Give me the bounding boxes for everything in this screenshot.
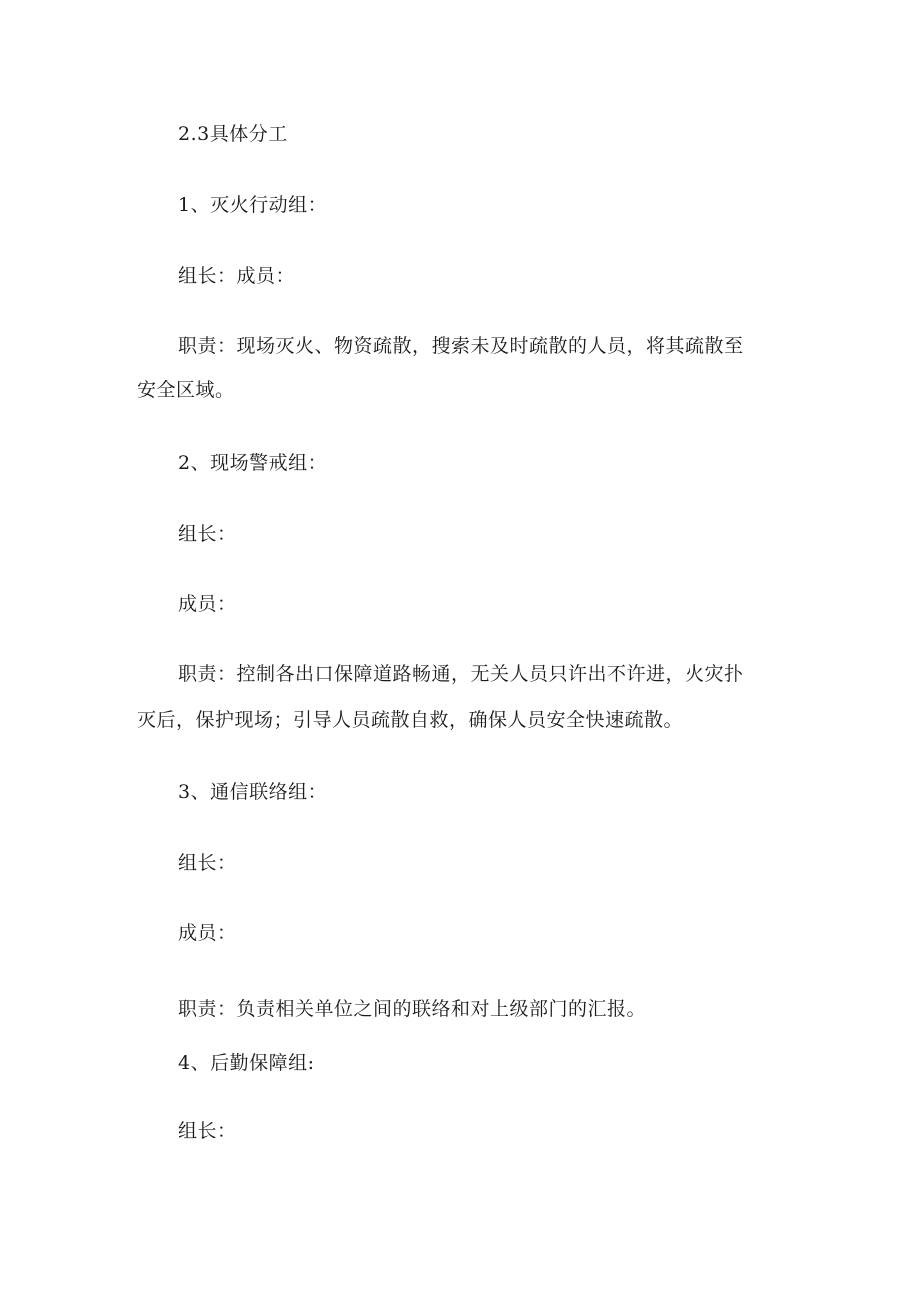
group-2-leader: 组长： (178, 523, 237, 545)
group-3-leader: 组长： (178, 852, 237, 874)
group-1-duty-line-2: 安全区域。 (137, 379, 235, 401)
group-4-leader: 组长： (178, 1120, 237, 1142)
group-2-duty-line-1: 职责：控制各出口保障道路畅通，无关人员只许出不许进，火灾扑 (178, 663, 744, 685)
group-4-title: 4、后勤保障组: (178, 1052, 315, 1074)
group-1-leader-member: 组长：成员： (178, 265, 296, 287)
group-2-duty-line-2: 灭后，保护现场；引导人员疏散自救，确保人员安全快速疏散。 (137, 709, 684, 731)
group-2-member: 成员： (178, 593, 237, 615)
group-3-title: 3、通信联络组： (178, 781, 328, 803)
group-3-duty-line-1: 职责：负责相关单位之间的联络和对上级部门的汇报。 (178, 998, 647, 1020)
group-3-member: 成员： (178, 922, 237, 944)
group-1-title: 1、灭火行动组： (178, 194, 328, 216)
group-2-title: 2、现场警戒组： (178, 452, 328, 474)
section-heading: 2.3具体分工 (178, 123, 288, 145)
group-1-duty-line-1: 职责：现场灭火、物资疏散，搜索未及时疏散的人员，将其疏散至 (178, 335, 744, 357)
